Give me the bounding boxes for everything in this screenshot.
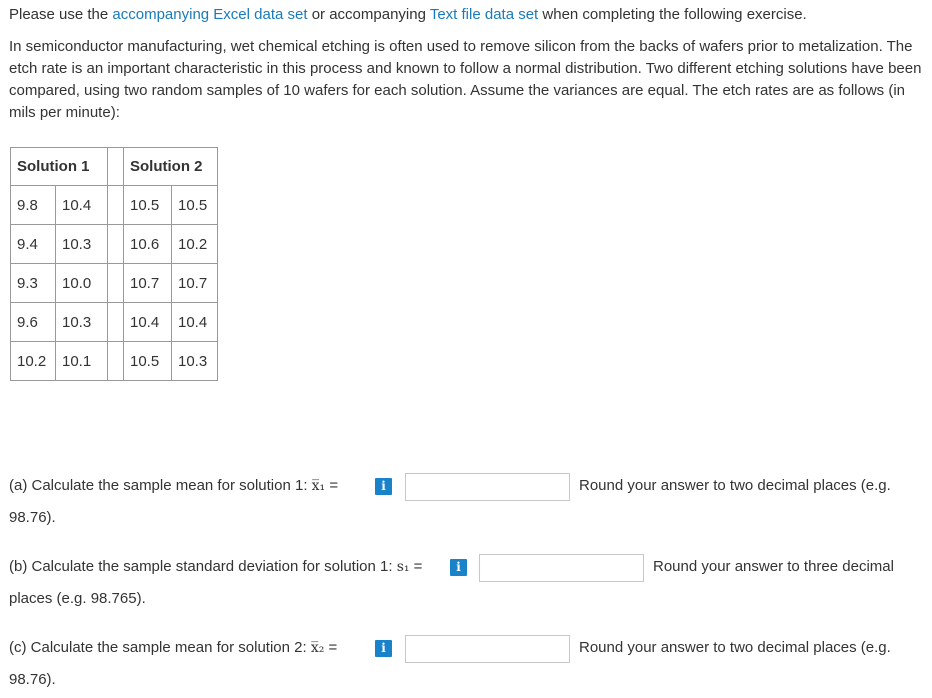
table-cell: 9.3 — [11, 264, 56, 303]
info-icon[interactable]: i — [375, 478, 392, 495]
info-icon[interactable]: i — [450, 559, 467, 576]
table-spacer — [108, 303, 124, 342]
table-cell: 10.4 — [172, 303, 218, 342]
table-cell: 10.4 — [124, 303, 172, 342]
intro-middle: or accompanying — [307, 6, 430, 23]
question-c-symbol: x̅₂ — [310, 640, 325, 656]
question-b-hint: Round your answer to three decimal — [653, 558, 894, 575]
table-cell: 10.5 — [172, 186, 218, 225]
info-icon[interactable]: i — [375, 640, 392, 657]
question-c-hint: Round your answer to two decimal places (e.g. — [579, 639, 891, 656]
table-cell: 10.5 — [124, 342, 172, 381]
question-b-equals: = — [409, 558, 423, 575]
table-spacer — [108, 225, 124, 264]
question-a-hint: Round your answer to two decimal places (e.g. — [579, 477, 891, 494]
question-b-symbol: s₁ — [396, 559, 410, 575]
table-row — [11, 225, 218, 264]
question-a — [9, 475, 338, 529]
table-cell: 10.7 — [124, 264, 172, 303]
question-b-text: (b) Calculate the sample standard deviation for solution 1: — [9, 558, 397, 575]
table-cell: 10.0 — [56, 264, 108, 303]
table-cell: 9.6 — [11, 303, 56, 342]
table-cell: 10.7 — [172, 264, 218, 303]
question-b — [9, 556, 422, 610]
answer-input-a[interactable] — [405, 473, 570, 501]
text-file-data-link[interactable]: Text file data set — [429, 6, 539, 23]
table-row — [11, 186, 218, 225]
excel-data-link[interactable]: accompanying Excel data set — [112, 6, 308, 23]
table-row — [11, 303, 218, 342]
intro-prefix: Please use the — [9, 6, 113, 23]
table-row — [11, 342, 218, 381]
table-row — [11, 264, 218, 303]
answer-input-c[interactable] — [405, 635, 570, 663]
table-cell: 9.8 — [11, 186, 56, 225]
etch-rate-table — [10, 147, 218, 381]
table-cell: 10.3 — [56, 225, 108, 264]
table-cell: 10.4 — [56, 186, 108, 225]
question-a-hint-continued: 98.76). — [9, 509, 56, 526]
table-cell: 10.5 — [124, 186, 172, 225]
header-spacer — [108, 148, 124, 186]
table-cell: 10.2 — [11, 342, 56, 381]
table-cell: 10.3 — [172, 342, 218, 381]
table-cell: 10.3 — [56, 303, 108, 342]
question-c — [9, 637, 337, 691]
question-b-hint-continued: places (e.g. 98.765). — [9, 590, 146, 607]
intro-text — [9, 4, 807, 26]
header-solution-2: Solution 2 — [124, 148, 218, 186]
answer-input-b[interactable] — [479, 554, 644, 582]
question-c-equals: = — [324, 639, 338, 656]
table-cell: 10.1 — [56, 342, 108, 381]
problem-scenario: In semiconductor manufacturing, wet chemical etching is often used to remove silicon from the backs of wafers prior to metalization. The etch rate is an important characteristic in this process and known to follow a normal distribution. Two different etching solutions have been compared, using two random samples of 10 wafers for each solution. Assume the variances are equal. The etch rates are as follows (in mils per minute): — [9, 38, 922, 121]
question-a-equals: = — [325, 477, 339, 494]
intro-suffix: when completing the following exercise. — [538, 6, 807, 23]
table-cell: 10.6 — [124, 225, 172, 264]
header-solution-1: Solution 1 — [11, 148, 108, 186]
table-cell: 9.4 — [11, 225, 56, 264]
table-spacer — [108, 186, 124, 225]
question-a-text: (a) Calculate the sample mean for solution 1: — [9, 477, 312, 494]
question-a-symbol: x̅₁ — [311, 478, 326, 494]
question-c-hint-continued: 98.76). — [9, 671, 56, 688]
table-cell: 10.2 — [172, 225, 218, 264]
table-spacer — [108, 342, 124, 381]
table-spacer — [108, 264, 124, 303]
question-c-text: (c) Calculate the sample mean for solution 2: — [9, 639, 311, 656]
